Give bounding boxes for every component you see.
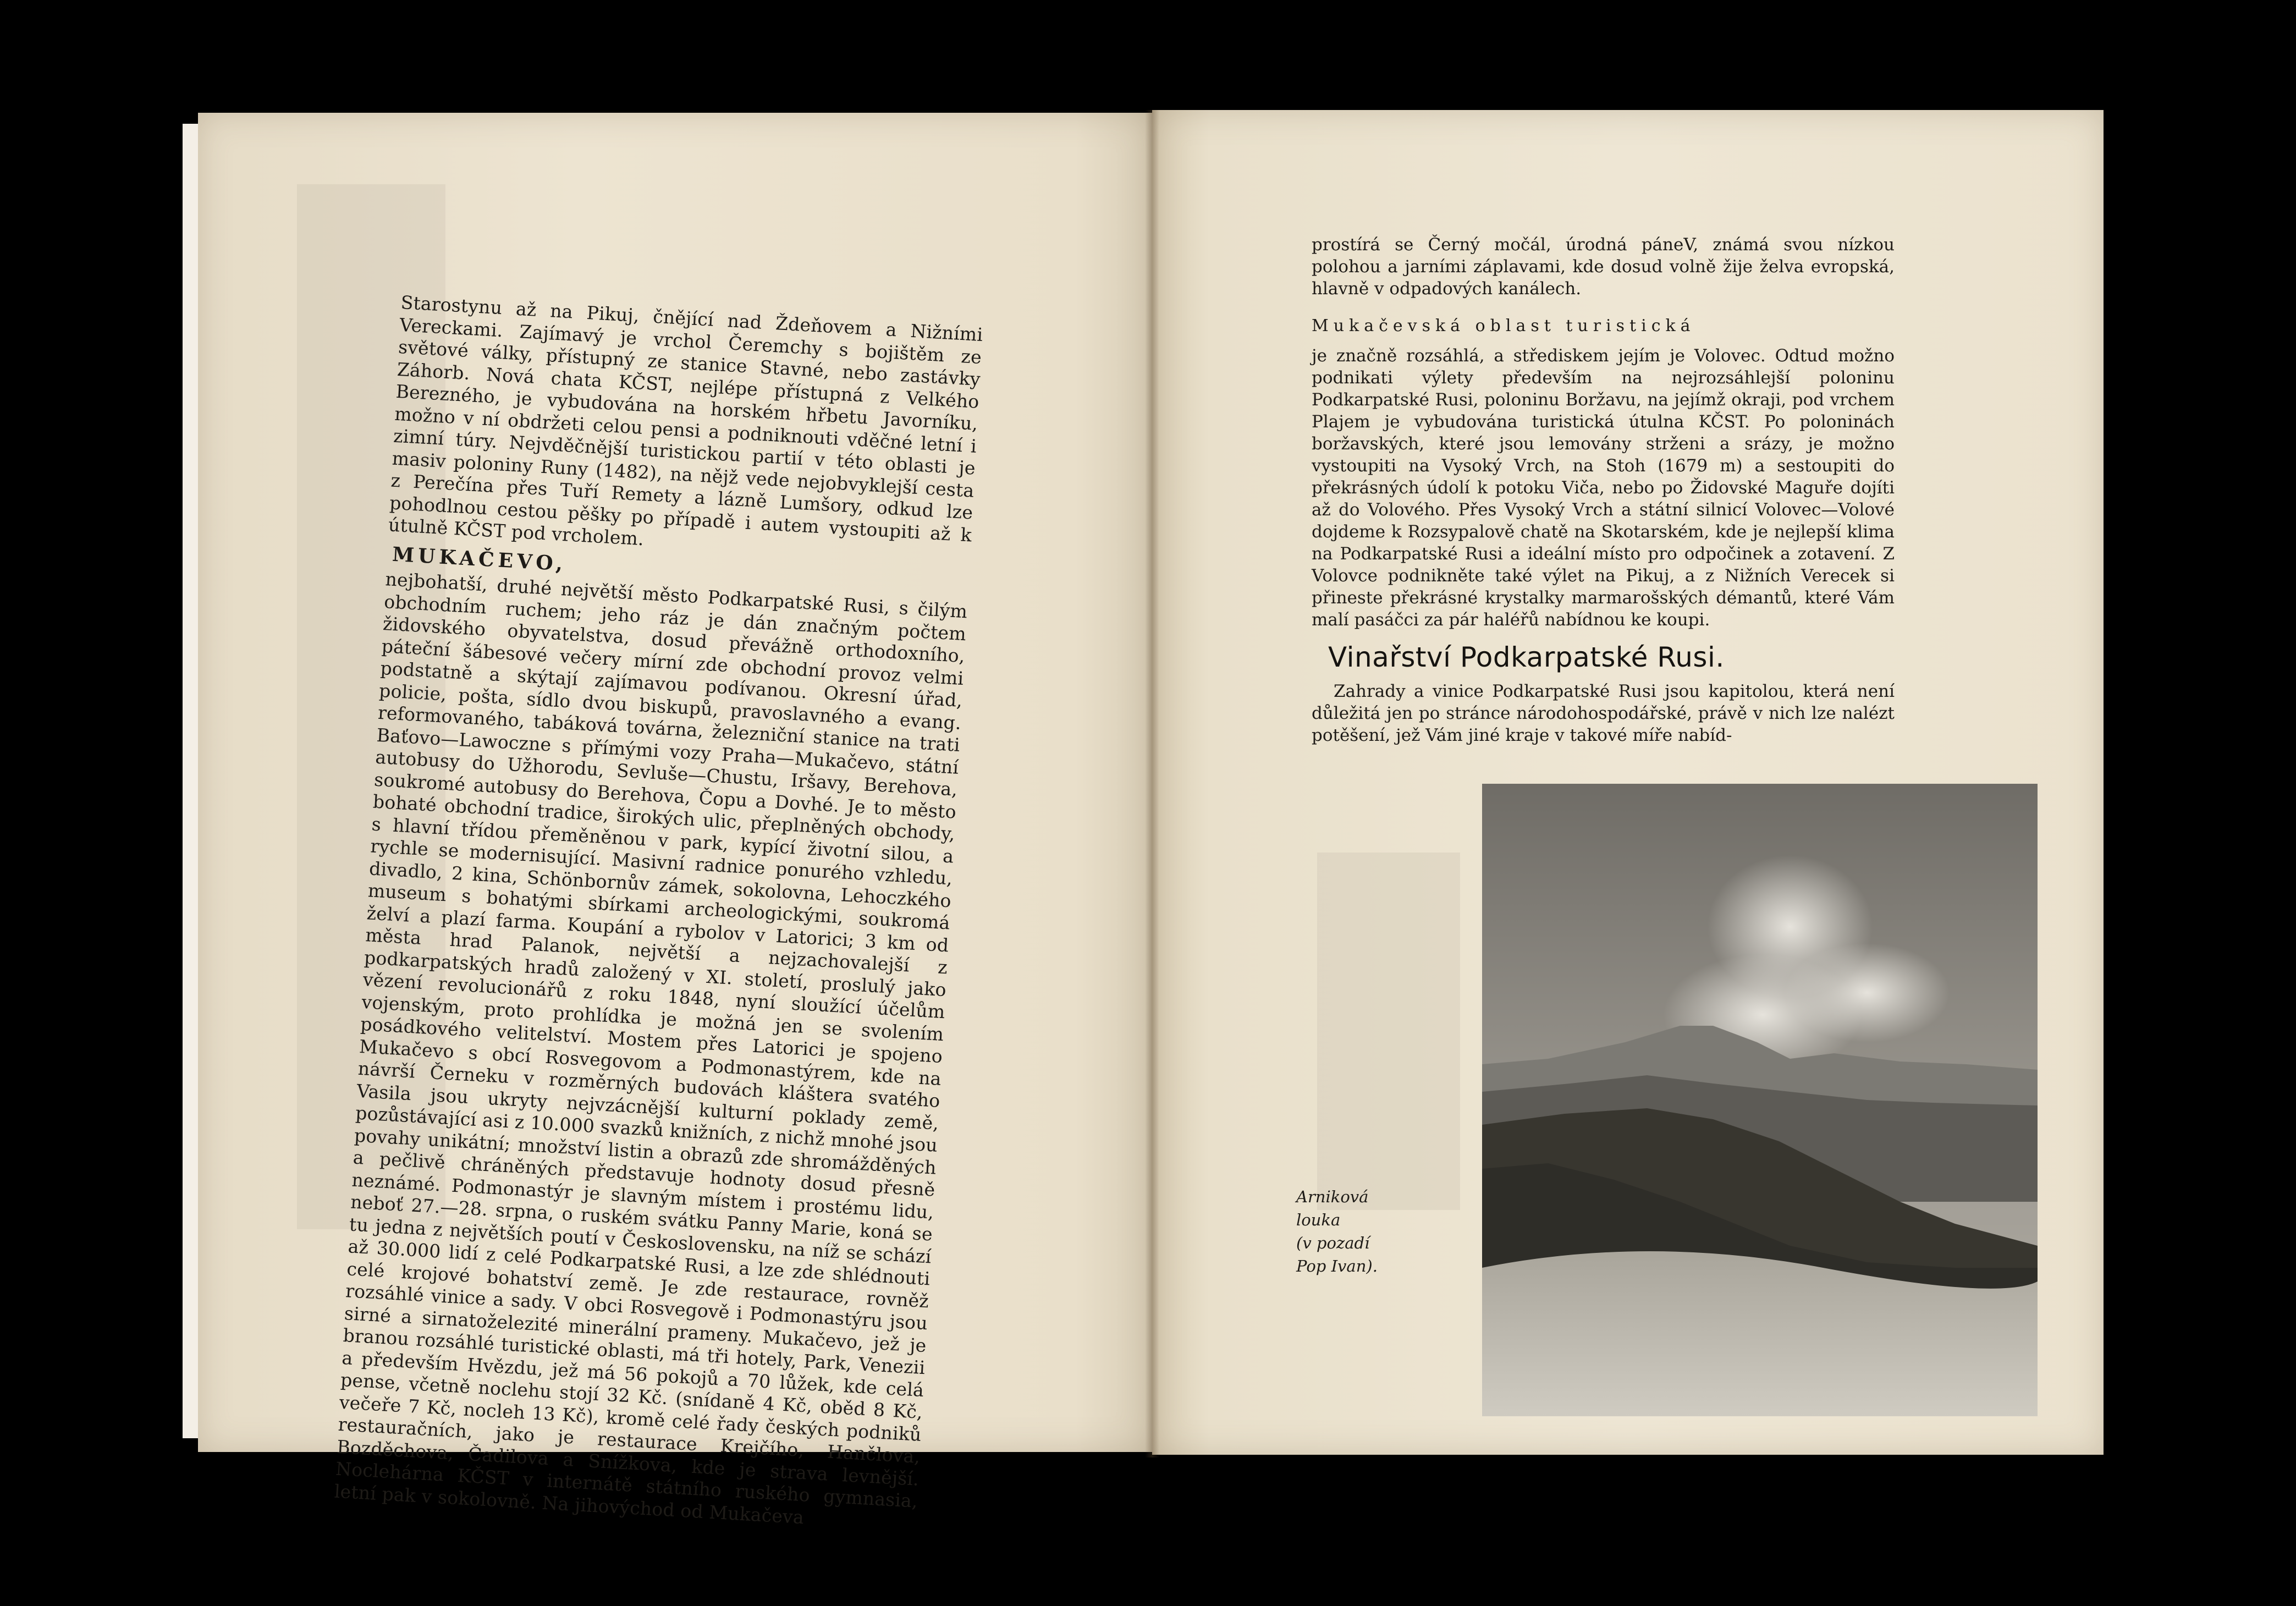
right-paragraph-2: je značně rozsáhlá, a střediskem jejím je Volovec. Odtud možno podnikati výlety především na nejrozsáhlejší poloninu Podkarpatské Rusi, poloninu Boržavu, na jejímž okraji, pod vrchem Plajem je vybudována turistická útulna KČST. Po poloninách boržavských, které jsou lemovány strženi a srázy, je možno vystoupiti na Vysoký Vrch, na Stoh (1679 m) a sestoupiti do překrásných údolí k potoku Viča, nebo po Židovské Maguře dojíti až do Volového. Přes Vysoký Vrch a státní silnicí Volovec—Volové dojdeme k Rozsypalově chatě na Skotarském, kde je nejlepší klima na Podkarpatské Rusi a ideální místo pro odpočinek a zotavení. Z Volovce podnikněte také výlet na Pikuj, a z Nižních Verecek si přineste překrásné krystalky marmarošských démantů, které Vám malí pasáčci za pár haléřů nabídnou ke koupi. (1312, 346, 1895, 630)
left-paragraph-1: Starostynu až na Pikuj, čnějící nad Ždeňovem a Nižními Vereckami. Zajímavý je vrchol Čeremchy s bojištěm ze světové války, přístupný ze stanice Stavné, nebo zastávky Záhorb. Nová chata KČST, nejlépe přístupná z Velkého Berezného, je vybudována na horském hřbetu Javorníku, možno v ní obdržeti celou pensi a podniknouti vděčné letní i zimní túry. Nejvděčnější turistickou partií v této oblasti je masiv poloniny Runy (1482), na nějž vede nejobvyklejší cesta z Perečína přes Tuří Remety a lázně Lumšory, odkud lze pohodlnou cestou pěšky po případě i autem vystoupiti až k útulně KČST pod vrcholem. (388, 292, 984, 550)
show-through-shadow (1317, 853, 1460, 1210)
left-paragraph-2: nejbohatší, druhé největší město Podkarpatské Rusi, s čilým obchodním ruchem; jeho ráz je dán značným počtem židovského obyvatelstva, dosud převážně orthodoxního, páteční šábesové večery mírní zde obchodní provoz velmi podstatně a skýtají zajímavou podívanou. Okresní úřad, policie, pošta, sídlo dvou biskupů, pravoslavného a evang. reformovaného, tabáková továrna, železniční stanice na trati Baťovo—Lawoczne s přímými vozy Praha—Mukačevo, státní autobusy do Užhorodu, Sevluše—Chustu, Iršavy, Berehova, soukromé autobusy do Berehova, Čopu a Dovhé. Je to město bohaté obchodní tradice, širokých ulic, přeplněných obchody, s hlavní třídou přeměněnou v park, kypící životní silou, a rychle se modernisující. Masivní radnice ponurého vzhledu, divadlo, 2 kina, Schönbornův zámek, sokolovna, Lehoczkého museum s bohatými sbírkami archeologickými, soukromá želví a plazí farma. Koupání a rybolov v Latorici; 3 km od města hrad Palanok, největší a nejzachovalejší z podkarpatských hradů založený v XI. století, proslulý jako vězení revolucionářů z roku 1848, nyní sloužící účelům vojenským, proto prohlídka je možná jen se svolením posádkového velitelství. Mostem přes Latorici je spojeno Mukačevo s obcí Rosvegovom a Podmonastýrem, kde na návrší Černeku v rozměrných budovách kláštera svatého Vasila jsou ukryty nejvzácnější kulturní poklady země, pozůstávající asi z 10.000 svazků knižních, z nichž mnohé jsou povahy unikátní; množství listin a obrazů zde shromážděných a pečlivě chráněných představuje hodnoty dosud přesně neznámé. Podmonastýr je slavným místem i prostému lidu, neboť 27.—28. srpna, o ruském svátku Panny Marie, koná se tu jedna z největších poutí v Československu, na níž se schází až 30.000 lidí z celé Podkarpatské Rusi, a lze zde shlédnouti celé krojové bohatství země. Je zde restaurace, rovněž rozsáhlé vinice a sady. V obci Rosvegově i Podmonastýru jsou sirné a sirnatoželezité minerální prameny. Mukačevo, jež je branou rozsáhlé turistické oblasti, má tři hotely, Park, Venezii a především Hvězdu, jež má 56 pokojů a 70 lůžek, kde celá pense, včetně noclehu stojí 32 Kč. (snídaně 4 Kč, oběd 8 Kč, večeře 7 Kč, nocleh 13 Kč), kromě celé řady českých podniků restauračních, jako je restaurace Krejčího, Hančlova, Bozděchova, Čadilova a Snížkova, kde je strava levnější. Noclehárna KČST v internátě státního ruského gymnasia, letní pak v sokolovně. Na jihovýchod od Mukačeva (333, 568, 968, 1528)
right-page-text (1312, 234, 1895, 746)
left-page-text (334, 292, 983, 1535)
mountain-meadow-photo (1482, 784, 2038, 1416)
section-heading-mukacevo: MUKAČEVO, (392, 542, 568, 575)
cloud (1785, 943, 1950, 1042)
caption-line: Pop Ivan). (1296, 1257, 1378, 1275)
caption-line: louka (1296, 1211, 1341, 1229)
section-title-viticulture: Vinařství Podkarpatské Rusi. (1328, 641, 1725, 673)
caption-line: (v pozadí (1296, 1234, 1370, 1252)
caption-line: Arniková (1296, 1187, 1369, 1206)
photo-caption (1296, 1185, 1439, 1278)
right-paragraph-1: prostírá se Černý močál, úrodná páneV, známá svou nízkou polohou a jarními záplavami, kde dosud volně žije želva evropská, hlavně v odpadových kanálech. (1312, 235, 1895, 299)
subheading-tourist-region: Mukačevská oblast turistická (1312, 316, 1695, 336)
landscape-photo-image (1482, 784, 2038, 1416)
book-gutter (1145, 110, 1159, 1458)
right-paragraph-3: Zahrady a vinice Podkarpatské Rusi jsou kapitolou, která není důležitá jen po stránce národohospodářské, právě v nich lze nalézt potěšení, jež Vám jiné kraje v takové míře nabíd- (1312, 681, 1895, 745)
